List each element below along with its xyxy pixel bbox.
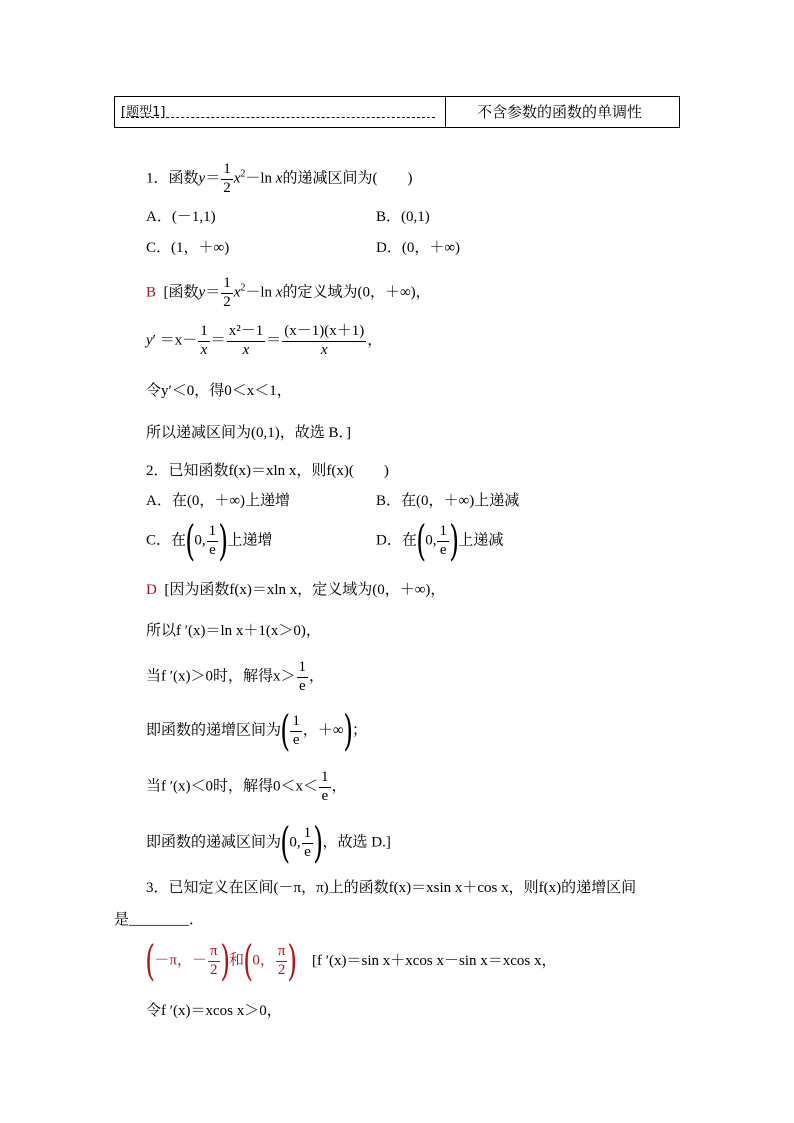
section-tag: [题型1] (121, 105, 166, 120)
header-divider (445, 97, 446, 127)
section-topic: 不含参数的函数的单调性 (477, 103, 643, 121)
q3-solution-line1: [f ′(x)＝sin x＋xcos x－sin x＝xcos x， (312, 953, 557, 969)
q2-option-c: C．在(0, $\frac{1}{e}$ )上递增 (146, 516, 273, 566)
fraction-x2-minus-1: $\frac{\text{x²－1}}{x}$ (228, 323, 264, 358)
q2-option-a: A．在(0，＋∞)上递增 (146, 493, 291, 509)
half-fraction: $\frac{1}{2}$ (223, 275, 231, 310)
q3-solution-line2: 令f ′(x)＝xcos x＞0， (146, 1003, 282, 1019)
q1-solution-derivative: y′ ＝x－ $\frac{1}{x}$ ＝ $\frac{\text{x²－1}}{x}$ ＝ $\frac{(x-1)(x+1)}{x}$ ， (146, 323, 383, 358)
q1-answer-letter: B (146, 284, 157, 301)
q1-solution-line1: B [函数y＝ $\frac{1}{2}$ $x^2-\ln$ x的定义域为(0，＋∞)， (146, 275, 431, 310)
q3-answer: (－π，－ $\frac{\pi}{2}$ )和(0， $\frac{\pi}{2}$ ) (145, 936, 298, 986)
q1-option-a: A．(－1,1) (146, 209, 216, 225)
q2-option-b: B．在(0，＋∞)上递减 (376, 493, 520, 509)
q2-solution-line4: 即函数的递增区间为( $\frac{1}{e}$ ，＋∞)； (146, 706, 368, 756)
q1-solution-line3: 令y′＜0，得0＜x＜1， (146, 383, 292, 399)
fraction-1-over-x: $\frac{1}{x}$ (200, 323, 208, 358)
section-header (114, 96, 680, 128)
q2-option-d: D．在(0, $\frac{1}{e}$ )上递减 (376, 516, 504, 566)
q2-solution-line2: 所以f ′(x)＝ln x＋1(x＞0)， (146, 623, 321, 639)
q1-option-c: C．(1，＋∞) (146, 240, 230, 256)
q1-stem: 1．函数y＝ $\frac{1}{2}$ $x^2-\ln$ x的递减区间为( ) (146, 161, 413, 196)
q2-solution-line1: D [因为函数f(x)＝xln x，定义域为(0，＋∞)， (146, 582, 446, 598)
fraction-factored: $\frac{(x-1)(x+1)}{x}$ (284, 323, 365, 358)
q2-stem: 2．已知函数f(x)＝xln x，则f(x)( ) (146, 463, 389, 479)
q2-solution-line6: 即函数的递减区间为(0, $\frac{1}{e}$ )，故选 D.] (146, 818, 391, 868)
q3-stem-line1: 3．已知定义在区间(－π，π)上的函数f(x)＝xsin x＋cos x，则f(x)的递增区间 (146, 880, 637, 896)
q3-stem-line2: 是________． (114, 912, 205, 928)
q1-option-b: B．(0,1) (376, 209, 430, 225)
half-fraction: $\frac{1}{2}$ (223, 161, 231, 196)
q1-solution-line4: 所以递减区间为(0,1)，故选 B．] (146, 425, 351, 441)
q1-option-d: D．(0，＋∞) (376, 240, 461, 256)
header-dashed-line (121, 117, 435, 118)
q2-answer-letter: D (146, 582, 157, 598)
q2-solution-line3: 当f ′(x)＞0时，解得x＞ $\frac{1}{e}$ ， (146, 659, 325, 694)
q2-solution-line5: 当f ′(x)＜0时，解得0＜x＜ $\frac{1}{e}$ ， (146, 769, 347, 804)
